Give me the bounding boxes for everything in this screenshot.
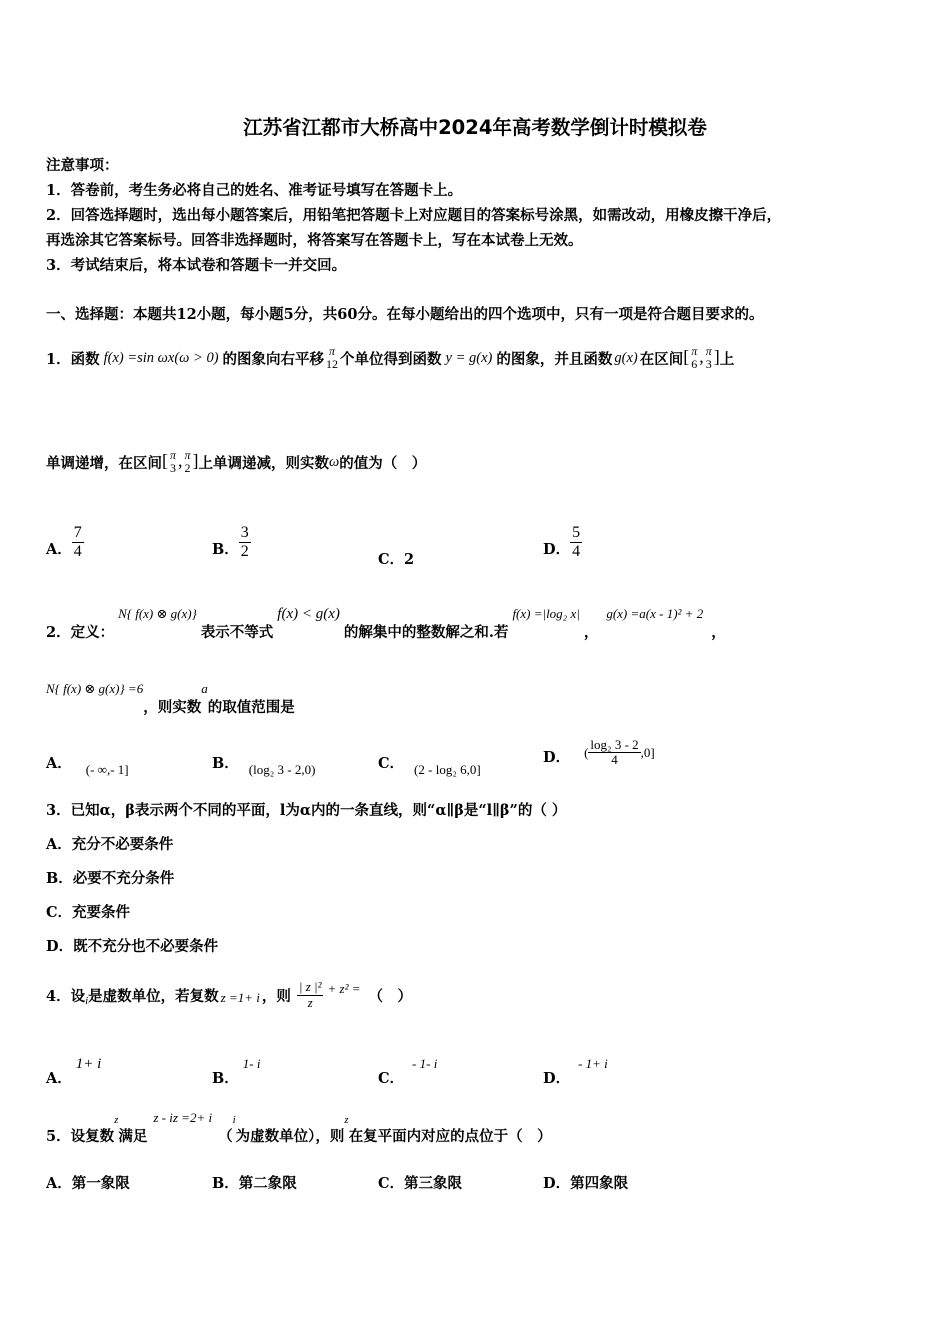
- q1-option-b[interactable]: B． $\frac{3}{2}$: [212, 524, 249, 560]
- q2-notation: N{ f(x) ⊗ g(x)}: [118, 606, 197, 621]
- section-heading: 一、选择题：本题共12小题，每小题5分，共60分。在每小题给出的四个选项中，只有一项是符合题目要求的。: [46, 306, 764, 323]
- q2-condition: N{ f(x) ⊗ g(x)} =6: [46, 681, 144, 696]
- q5-option-d[interactable]: D．第四象限: [543, 1175, 629, 1192]
- q4-expression-tail: + z² =: [327, 981, 361, 996]
- q1-text: 上单调递减，则实数: [198, 454, 330, 472]
- q5-option-c[interactable]: C．第三象限: [378, 1175, 463, 1192]
- q3-option-d[interactable]: D．既不充分也不必要条件: [46, 938, 219, 955]
- notice-item: 2．回答选择题时，选出每小题答案后，用铅笔把答题卡上对应题目的答案标号涂黑，如需改动，用橡皮擦干净后，: [46, 207, 782, 224]
- q1-interval-1: [ π 6 , π 3 ]: [683, 343, 720, 371]
- q5-option-a[interactable]: A．第一象限: [46, 1175, 130, 1192]
- q1-text: 的值为（ ）: [339, 454, 427, 472]
- q1-interval-2: [ π 3 , π 2 ]: [162, 447, 199, 475]
- notice-item: 1．答卷前，考生务必将自己的姓名、准考证号填写在答题卡上。: [46, 182, 463, 199]
- question-4-stem: [46, 968, 412, 1022]
- question-1-stem-cont: [46, 440, 426, 484]
- q4-text: ，则: [261, 987, 291, 1005]
- page-title: 江苏省江都市大桥高中2024年高考数学倒计时模拟卷: [243, 116, 707, 139]
- q1-option-d[interactable]: D． $\frac{5}{4}$: [543, 524, 581, 560]
- q1-text: 在区间: [639, 350, 684, 368]
- q2-f-def: f(x) =|log₂ x|: [512, 606, 580, 621]
- q2-option-a[interactable]: A． (- ∞,- 1]: [46, 755, 129, 777]
- q4-option-b[interactable]: B．1- i: [212, 1056, 261, 1087]
- q1-function: f(x) =sin ωx(ω > 0): [103, 349, 219, 366]
- q2-inequality: f(x) < g(x): [277, 606, 340, 622]
- q1-text: 上: [719, 350, 735, 368]
- question-5-stem: [46, 1110, 552, 1146]
- q1-text: 的图象向右平移: [222, 350, 325, 368]
- q1-text: 个单位得到函数: [340, 350, 442, 368]
- q1-option-c[interactable]: C．2: [378, 551, 415, 568]
- q4-text: 是虚数单位，若复数: [88, 987, 219, 1005]
- q5-text: （: [218, 1127, 233, 1145]
- q1-gfunc: y = g(x): [445, 349, 493, 366]
- notice-item: 3．考试结束后，将本试卷和答题卡一并交回。: [46, 257, 347, 274]
- q2-text: 的取值范围是: [207, 698, 295, 716]
- q4-option-d[interactable]: D．- 1+ i: [543, 1056, 608, 1087]
- q1-shift-fraction: π 12: [326, 343, 339, 371]
- q2-text: 的解集中的整数解之和.若: [343, 623, 509, 641]
- q2-option-b[interactable]: B． (log₂ 3 - 2,0): [212, 755, 316, 777]
- q4-text: 4．设: [46, 987, 86, 1005]
- q5-text: 为虚数单位），则: [235, 1127, 345, 1145]
- q5-text: 5．设复数: [46, 1127, 115, 1145]
- q2-option-d[interactable]: D． ( $\frac{\text{log₂ 3 - 2}}{4}$ ,0]: [543, 737, 655, 768]
- question-1-stem: [46, 336, 734, 380]
- q5-text: 在复平面内对应的点位于（ ）: [348, 1127, 552, 1145]
- q3-option-c[interactable]: C．充要条件: [46, 904, 131, 921]
- q5-i: i: [232, 1114, 236, 1126]
- question-2-stem: 2．定义： N{ f(x) ⊗ g(x)} 表示不等式 f(x) < g(x) 的解集中的整数解之和.若 f(x) =|log₂ x| ， g(x) =a(x - 1)² + 2 ，: [46, 606, 726, 641]
- q1-option-a[interactable]: A． $\frac{7}{4}$: [46, 524, 82, 560]
- q1-text: 单调递增，在区间: [46, 454, 162, 472]
- notice-heading: 注意事项：: [46, 157, 119, 174]
- q1-omega: ω: [329, 453, 340, 470]
- q4-i: i: [85, 995, 89, 1007]
- q5-text: 满足: [118, 1127, 148, 1145]
- q4-option-a[interactable]: A．1+ i: [46, 1056, 102, 1087]
- q4-option-c[interactable]: C．- 1- i: [378, 1056, 438, 1087]
- q2-text: ，则实数: [143, 698, 202, 716]
- q2-text: 2．定义：: [46, 623, 115, 641]
- q2-option-c[interactable]: C． (2 - log₂ 6,0]: [378, 755, 481, 777]
- q5-z2: z: [344, 1114, 349, 1126]
- q2-var-a: a: [201, 681, 208, 696]
- q1-gfunc2: g(x): [614, 349, 638, 366]
- q4-text: （ ）: [368, 987, 412, 1005]
- q5-option-b[interactable]: B．第二象限: [212, 1175, 297, 1192]
- q4-z-def: z =1+ i: [220, 990, 260, 1005]
- notice-item: 再选涂其它答案标号。回答非选择题时，将答案写在答题卡上，写在本试卷上无效。: [46, 232, 583, 249]
- q1-text: 1．函数: [46, 350, 100, 368]
- q1-text: 的图象，并且函数: [496, 350, 613, 368]
- question-3-stem: 3．已知α，β表示两个不同的平面，l为α内的一条直线，则“α∥β是“l∥β”的（ ）: [46, 802, 567, 819]
- q2-text: 表示不等式: [200, 623, 274, 641]
- q3-option-b[interactable]: B．必要不充分条件: [46, 870, 175, 887]
- question-2-stem-cont: [46, 681, 295, 717]
- q5-equation: z - iz =2+ i: [153, 1110, 213, 1125]
- q5-z: z: [114, 1114, 119, 1126]
- q2-g-def: g(x) =a(x - 1)² + 2: [606, 606, 704, 621]
- q3-option-a[interactable]: A．充分不必要条件: [46, 836, 174, 853]
- q4-expression: $\frac{\text{| z |²}}{z}$: [298, 979, 322, 1010]
